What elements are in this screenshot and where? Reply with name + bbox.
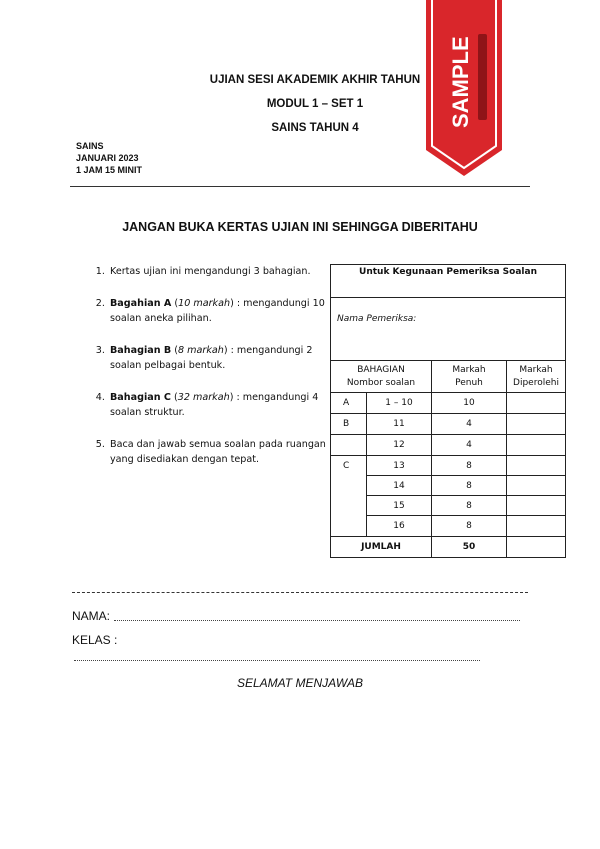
marks-input[interactable]: [507, 393, 565, 413]
marks-input[interactable]: [507, 435, 565, 455]
notice: JANGAN BUKA KERTAS UJIAN INI SEHINGGA DIBERITAHU: [122, 220, 478, 234]
table-row: 15 8: [331, 496, 565, 516]
instructions-list: [80, 264, 338, 484]
header-divider: [70, 186, 530, 187]
examiner-name-label: Nama Pemeriksa:: [337, 314, 417, 324]
meta-subject: SAINS: [76, 141, 104, 151]
instruction-item: 4. Bahagian C (32 markah) : mengandungi 4 soalan struktur.: [108, 390, 338, 420]
subject-title: SAINS TAHUN 4: [271, 122, 359, 134]
name-field[interactable]: [114, 620, 520, 621]
table-row: A 1 – 10 10: [331, 393, 565, 414]
meta-block: [76, 140, 142, 176]
total-marks-input[interactable]: [507, 537, 565, 557]
examiner-table: [330, 264, 566, 558]
marks-input[interactable]: [507, 456, 565, 476]
table-row: 14 8: [331, 476, 565, 496]
instruction-item: 3. Bahagian B (8 markah) : mengandungi 2 soalan pelbagai bentuk.: [108, 343, 338, 373]
total-value: 50: [432, 537, 507, 557]
total-label: JUMLAH: [331, 537, 432, 557]
meta-date: JANUARI 2023: [76, 153, 139, 163]
meta-duration: 1 JAM 15 MINIT: [76, 165, 143, 175]
marks-input[interactable]: [507, 476, 565, 496]
table-row: B 11 4: [331, 414, 565, 435]
col-section-header: BAHAGIAN Nombor soalan: [331, 361, 432, 392]
marks-input[interactable]: [507, 496, 565, 516]
instruction-item: 5. Baca dan jawab semua soalan pada ruangan yang disediakan dengan tepat.: [108, 437, 338, 467]
section-divider: [72, 592, 528, 593]
table-row: 12 4: [331, 435, 565, 456]
table-title: Untuk Kegunaan Pemeriksa Soalan: [359, 267, 537, 277]
closing-message: SELAMAT MENJAWAB: [236, 676, 364, 690]
marks-input[interactable]: [507, 414, 565, 434]
exam-title: UJIAN SESI AKADEMIK AKHIR TAHUN: [209, 74, 421, 86]
stamp-text: SAMPLE: [448, 36, 473, 128]
instruction-item: 2. Bagahian A (10 markah) : mengandungi 10 soalan aneka pilihan.: [108, 296, 338, 326]
name-label: NAMA:: [72, 609, 111, 623]
sample-stamp: [424, 0, 504, 176]
col-full-header: Markah Penuh: [432, 361, 507, 392]
col-obtained-header: Markah Diperolehi: [513, 364, 559, 388]
module-title: MODUL 1 – SET 1: [266, 98, 364, 110]
table-row: C 13 8: [331, 456, 565, 476]
class-label: KELAS :: [72, 633, 118, 647]
class-field[interactable]: [74, 660, 480, 661]
table-row: 16 8: [331, 516, 565, 537]
table-total-row: [331, 537, 565, 557]
instruction-item: 1. Kertas ujian ini mengandungi 3 bahagian.: [108, 264, 338, 279]
marks-input[interactable]: [507, 516, 565, 536]
